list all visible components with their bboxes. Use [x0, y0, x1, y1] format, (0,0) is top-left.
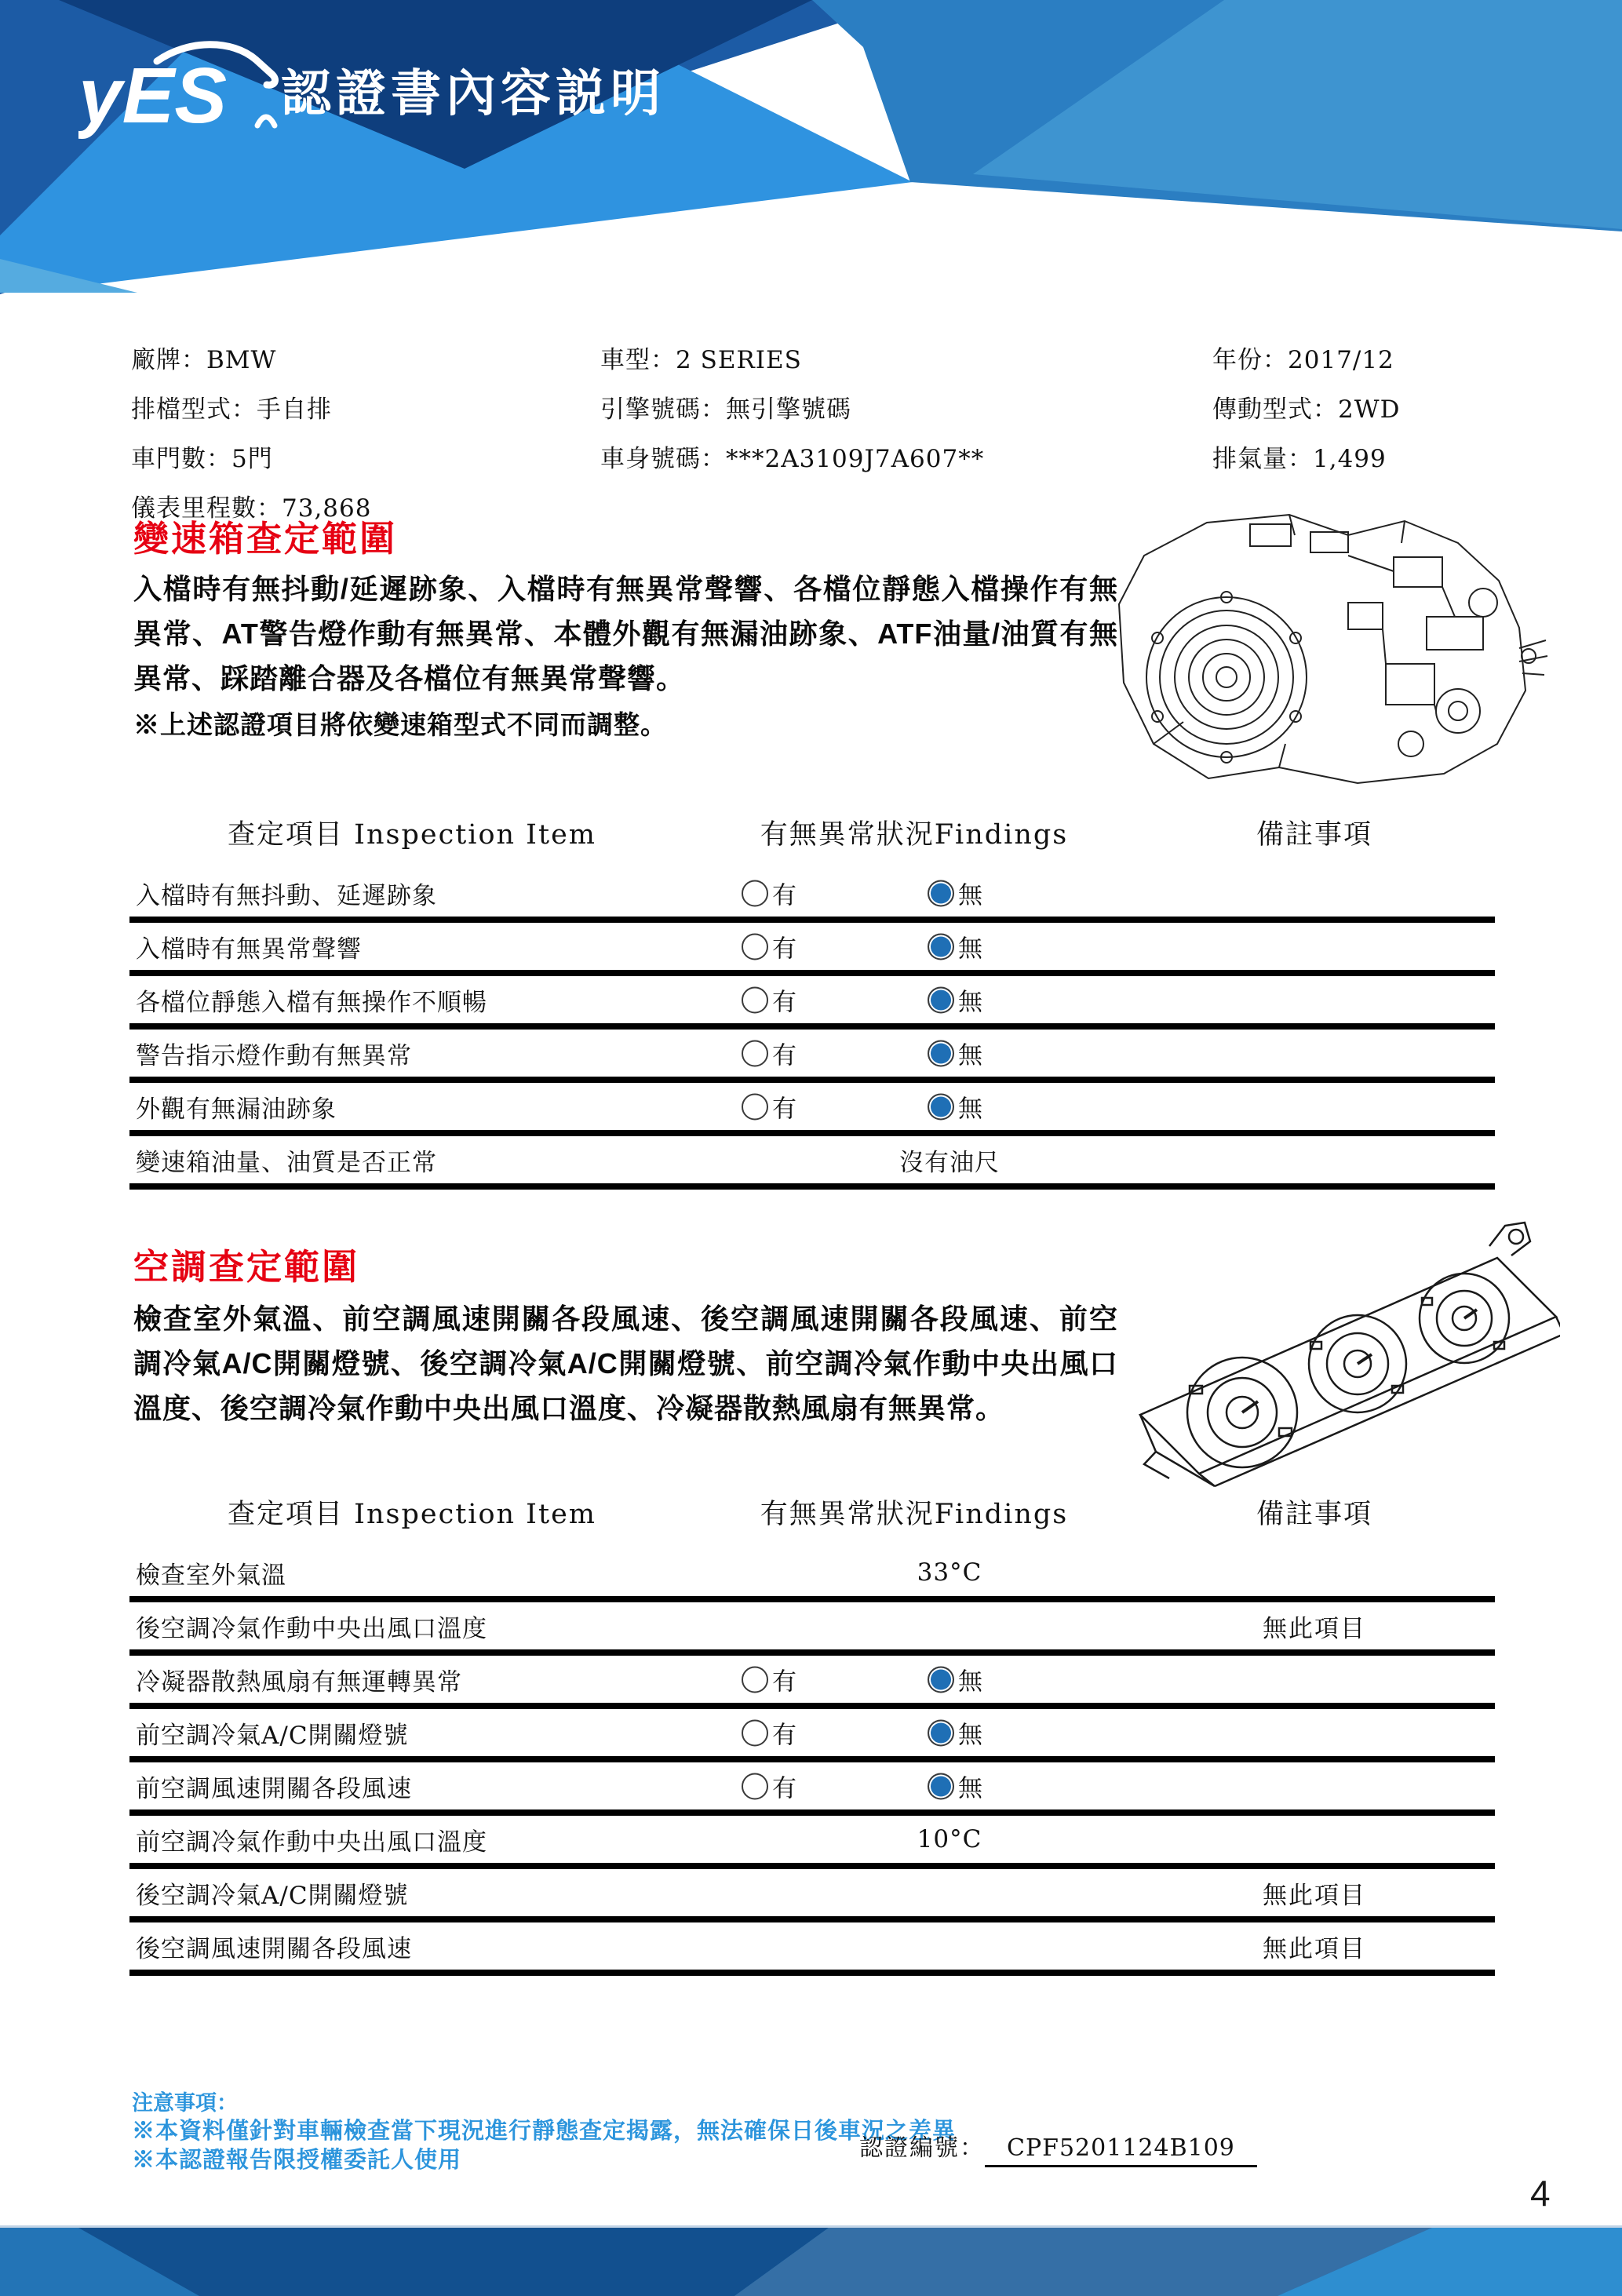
col-header-remarks: 備註事項 [1256, 1499, 1372, 1530]
table-row [129, 1030, 1495, 1083]
radio-unchecked-icon[interactable] [742, 933, 768, 960]
inspection-item-label: 入檔時有無異常聲響 [136, 935, 362, 964]
radio-checked-icon[interactable] [928, 1719, 954, 1746]
radio-checked-icon[interactable] [928, 880, 954, 906]
vehicle-mileage: 儀表里程數：73,868 [131, 494, 372, 523]
radio-label: 無 [958, 988, 982, 1017]
radio-unchecked-icon[interactable] [742, 1093, 768, 1120]
table-row [129, 869, 1495, 923]
radio-option-no[interactable] [928, 1662, 982, 1697]
radio-label: 無 [958, 935, 982, 964]
radio-option-yes[interactable] [742, 982, 796, 1018]
table-row [129, 1602, 1495, 1656]
yes-logo-text: yES [78, 52, 228, 140]
ac-section-title: 空調查定範圍 [133, 1247, 360, 1287]
radio-label: 有 [772, 1774, 796, 1803]
findings-cell [694, 1709, 1134, 1756]
findings-cell [694, 1816, 1134, 1863]
radio-unchecked-icon[interactable] [742, 1719, 768, 1746]
table-row [129, 1762, 1495, 1816]
table-row [129, 1869, 1495, 1922]
ac-table-header [129, 1492, 1495, 1532]
radio-label: 有 [772, 935, 796, 964]
radio-label: 無 [958, 1041, 982, 1070]
table-row [129, 976, 1495, 1030]
vehicle-engine-no: 引擎號碼：無引擎號碼 [600, 395, 851, 424]
certificate-number-label: 認證編號： [859, 2134, 985, 2162]
radio-option-yes[interactable] [742, 876, 796, 911]
findings-cell [694, 1549, 1134, 1596]
inspection-item-label: 入檔時有無抖動、延遲跡象 [136, 881, 437, 910]
radio-checked-icon[interactable] [928, 986, 954, 1013]
vehicle-gearbox: 排檔型式：手自排 [131, 395, 332, 424]
radio-option-no[interactable] [928, 1769, 982, 1804]
table-row [129, 1922, 1495, 1976]
inspection-item-label: 後空調風速開關各段風速 [136, 1934, 412, 1963]
radio-label: 有 [772, 881, 796, 910]
finding-value: 沒有油尺 [899, 1148, 1000, 1177]
col-header-findings: 有無異常狀況Findings [760, 819, 1069, 851]
table-row [129, 1816, 1495, 1869]
radio-checked-icon[interactable] [928, 1093, 954, 1120]
findings-cell [694, 923, 1134, 970]
col-header-inspection-item: 查定項目 Inspection Item [228, 819, 596, 851]
findings-cell [694, 976, 1134, 1023]
inspection-item-label: 前空調冷氣作動中央出風口溫度 [136, 1828, 487, 1857]
page-number: 4 [1530, 2173, 1551, 2214]
finding-value: 10°C [917, 1825, 982, 1853]
vehicle-brand: 廠牌：BMW [131, 346, 277, 374]
table-row [129, 1549, 1495, 1602]
table-row [129, 923, 1495, 976]
vehicle-drivetrain: 傳動型式：2WD [1212, 395, 1401, 424]
radio-option-no[interactable] [928, 929, 982, 964]
radio-unchecked-icon[interactable] [742, 880, 768, 906]
radio-checked-icon[interactable] [928, 933, 954, 960]
inspection-item-label: 後空調冷氣A/C開關燈號 [136, 1881, 409, 1910]
inspection-item-label: 檢查室外氣溫 [136, 1561, 286, 1590]
remark-value: 無此項目 [1263, 1614, 1366, 1643]
notice-line-2: ※本認證報告限授權委託人使用 [132, 2148, 462, 2173]
radio-checked-icon[interactable] [928, 1773, 954, 1799]
radio-option-yes[interactable] [742, 1036, 796, 1071]
remark-value: 無此項目 [1263, 1881, 1366, 1910]
findings-cell [694, 1030, 1134, 1077]
table-row [129, 1709, 1495, 1762]
radio-checked-icon[interactable] [928, 1040, 954, 1066]
col-header-remarks: 備註事項 [1256, 819, 1372, 851]
inspection-item-label: 後空調冷氣作動中央出風口溫度 [136, 1614, 487, 1643]
notice-line-1: ※本資料僅針對車輛檢查當下現況進行靜態查定揭露，無法確保日後車況之差異 [132, 2119, 957, 2144]
vehicle-vin: 車身號碼：***2A3109J7A607** [600, 445, 985, 473]
radio-option-yes[interactable] [742, 1089, 796, 1124]
transmission-table [129, 813, 1495, 1190]
radio-option-no[interactable] [928, 1036, 982, 1071]
findings-cell [694, 1136, 1134, 1183]
radio-option-yes[interactable] [742, 1769, 796, 1804]
radio-option-no[interactable] [928, 982, 982, 1018]
radio-unchecked-icon[interactable] [742, 1666, 768, 1693]
radio-label: 有 [772, 1667, 796, 1696]
vehicle-displacement: 排氣量：1,499 [1212, 445, 1387, 473]
col-header-inspection-item: 查定項目 Inspection Item [228, 1499, 596, 1530]
radio-label: 有 [772, 1041, 796, 1070]
radio-option-no[interactable] [928, 1089, 982, 1124]
radio-label: 無 [958, 1667, 982, 1696]
table-row [129, 1656, 1495, 1709]
notice-block [132, 2089, 956, 2175]
header-banner [0, 0, 1622, 337]
findings-cell [694, 869, 1134, 917]
ac-panel-illustration [1097, 1215, 1560, 1497]
radio-option-yes[interactable] [742, 929, 796, 964]
car-wheel-swoosh-icon [257, 117, 275, 126]
radio-label: 無 [958, 1095, 982, 1124]
radio-unchecked-icon[interactable] [742, 1040, 768, 1066]
radio-option-no[interactable] [928, 876, 982, 911]
radio-label: 無 [958, 881, 982, 910]
col-header-findings: 有無異常狀況Findings [760, 1499, 1069, 1530]
table-row [129, 1136, 1495, 1190]
footer-banner [0, 2225, 1622, 2296]
inspection-item-label: 冷凝器散熱風扇有無運轉異常 [136, 1667, 462, 1696]
inspection-item-label: 變速箱油量、油質是否正常 [136, 1148, 437, 1177]
transmission-note: ※上述認證項目將依變速箱型式不同而調整。 [133, 710, 667, 739]
radio-label: 有 [772, 1095, 796, 1124]
radio-label: 有 [772, 1721, 796, 1750]
findings-cell [694, 1083, 1134, 1130]
certificate-number-row [859, 2128, 1257, 2163]
radio-option-no[interactable] [928, 1715, 982, 1751]
inspection-item-label: 外觀有無漏油跡象 [136, 1095, 337, 1124]
findings-cell [694, 1869, 1134, 1916]
findings-cell [694, 1602, 1134, 1649]
vehicle-year: 年份：2017/12 [1212, 346, 1394, 374]
inspection-item-label: 各檔位靜態入檔有無操作不順暢 [136, 988, 487, 1017]
ac-description: 檢查室外氣溫、前空調風速開關各段風速、後空調風速開關各段風速、前空調冷氣A/C開關燈號、後空調冷氣A/C開關燈號、前空調冷氣作動中央出風口溫度、後空調冷氣作動中央出風口溫度、冷凝器散熱風扇有無異常。 [133, 1303, 1118, 1424]
inspection-item-label: 警告指示燈作動有無異常 [136, 1041, 412, 1070]
radio-unchecked-icon[interactable] [742, 986, 768, 1013]
radio-option-yes[interactable] [742, 1662, 796, 1697]
table-row [129, 1083, 1495, 1136]
findings-cell [694, 1656, 1134, 1703]
ac-table [129, 1492, 1495, 1976]
radio-option-yes[interactable] [742, 1715, 796, 1751]
radio-unchecked-icon[interactable] [742, 1773, 768, 1799]
inspection-item-label: 前空調風速開關各段風速 [136, 1774, 412, 1803]
findings-cell [694, 1922, 1134, 1970]
vehicle-model: 車型：2 SERIES [600, 346, 802, 374]
radio-label: 無 [958, 1721, 982, 1750]
findings-cell [694, 1762, 1134, 1809]
notice-title: 注意事項： [132, 2091, 238, 2115]
certificate-number-value: CPF5201124B109 [985, 2134, 1257, 2167]
transmission-illustration [1089, 508, 1552, 791]
transmission-section-title: 變速箱查定範圍 [133, 519, 398, 559]
vehicle-doors: 車門數：5門 [131, 445, 273, 473]
inspection-item-label: 前空調冷氣A/C開關燈號 [136, 1721, 409, 1750]
radio-checked-icon[interactable] [928, 1666, 954, 1693]
page-title: 認證書內容説明 [281, 65, 665, 122]
finding-value: 33°C [917, 1558, 982, 1587]
radio-label: 有 [772, 988, 796, 1017]
transmission-description: 入檔時有無抖動/延遲跡象、入檔時有無異常聲響、各檔位靜態入檔操作有無異常、AT警告燈作動有無異常、本體外觀有無漏油跡象、ATF油量/油質有無異常、踩踏離合器及各檔位有無異常聲響。 [133, 573, 1118, 694]
transmission-table-header [129, 813, 1495, 852]
remark-value: 無此項目 [1263, 1934, 1366, 1963]
radio-label: 無 [958, 1774, 982, 1803]
yes-logo [78, 38, 290, 148]
